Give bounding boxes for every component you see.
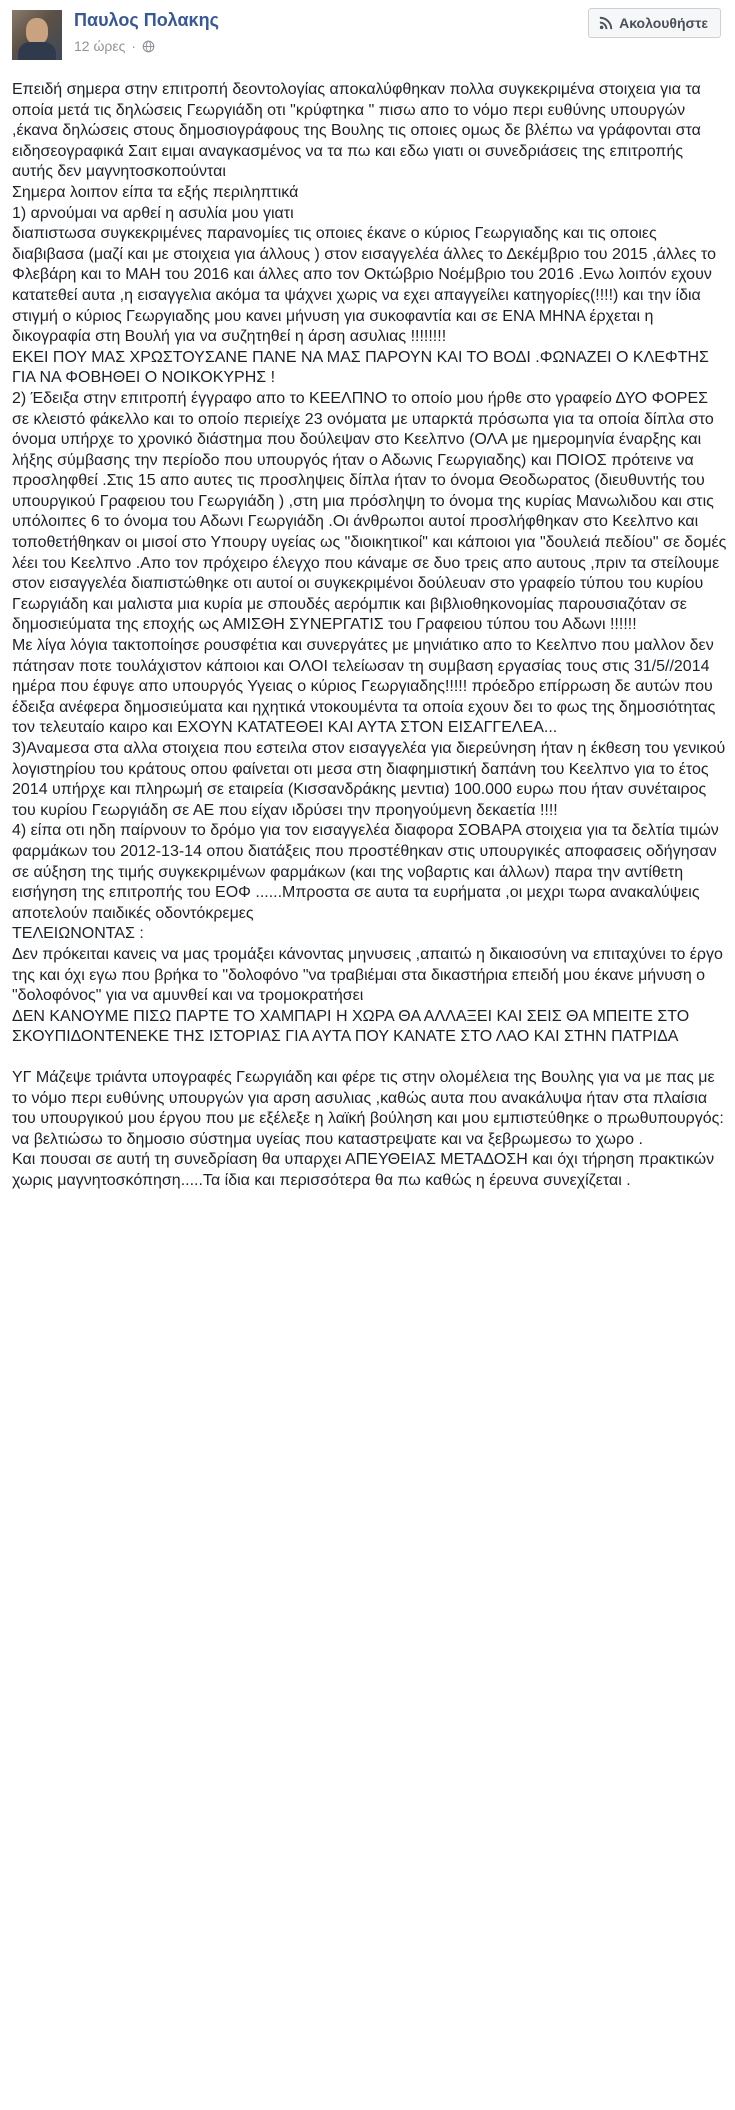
avatar-face	[26, 18, 48, 44]
globe-icon	[142, 40, 155, 53]
meta-separator: ·	[131, 38, 137, 54]
rss-icon	[599, 16, 613, 30]
avatar-body	[18, 42, 56, 60]
author-avatar[interactable]	[12, 10, 62, 60]
post-timestamp[interactable]: 12 ώρες	[74, 38, 126, 54]
post-paragraph-main: Επειδή σημερα στην επιτροπή δεοντολογίας αποκαλύφθηκαν πολλα συγκεκριμένα στοιχεια για τα οποία μετά τις δηλώσεις Γεωργιάδη οτι "κρύφτηκα " πισω απο το νόμο περι ευθύνης υπουργών ,έκανα δηλώσεις στους δημοσιογράφους της Βουλης τις οποιες ομως δε βλέπω να γράφονται στα ειδησεογραφικά Σαιτ ειμαι αναγκασμένος να τα πω και εδω γιατι οι συνεδριάσεις της επιτροπής αυτής δεν μαγνητοσκοπούνται Σημερα λοιπον είπα τα εξής περιληπτικά 1) αρνούμαι να αρθεί η ασυλία μου γιατι διαπιστωσα συγκεκριμένες παρανομίες τις οποιες έκανε ο κύριος Γεωργιαδης και τις οποιες διαβιβασα (μαζί και με στοιχεια για άλλους ) στον εισαγγελέα άλλες το Δεκέμβριο του 2015 ,άλλες το Φλεβάρη και το ΜΑΗ του 2016 και άλλες απο τον Οκτώβριο Νοέμβριο του 2016 .Ενω λοιπόν εχουν κατατεθεί αυτα ,η εισαγγελια ακόμα τα ψάχνει χωρις να εχει απαγγείλει κατηγορίες(!!!!) και την ίδια στιγμή ο κύριος Γεωργιαδης μου κανει μήνυση για συκοφαντία και σε ΕΝΑ ΜΗΝΑ έρχεται η δικογραφία στη Βουλή για να συζητηθεί η άρση ασυλιας !!!!!!!! ΕΚΕΙ ΠΟΥ ΜΑΣ ΧΡΩΣΤΟΥΣΑΝΕ ΠΑΝΕ ΝΑ ΜΑΣ ΠΑΡΟΥΝ ΚΑΙ ΤΟ ΒΟΔΙ .ΦΩΝΑΖΕΙ Ο ΚΛΕΦΤΗΣ ΓΙΑ ΝΑ ΦΟΒΗΘΕΙ Ο ΝΟΙΚΟΚΥΡΗΣ ! 2) Έδειξα στην επιτροπή έγγραφο απο το ΚΕΕΛΠΝΟ το οποίο μου ήρθε στο γραφείο ΔΥΟ ΦΟΡΕΣ σε κλειστό φάκελλο και το οποίο περιείχε 23 ονόματα με υπαρκτά πρόσωπα για τα οποία δίπλα στο όνομα υπήρχε το χρονικό διάστημα που δούλεψαν στο Κεελπνο (ΟΛΑ με ημερομηνία έναρξης και λήξης σύμβασης την περίοδο που υπουργός ήταν ο Αδωνις Γεωργιαδης) και ΠΟΙΟΣ πρότεινε να προσληφθεί .Στις 15 απο αυτες τις προσληψεις δίπλα ήταν το όνομα Θεοδωρατος (διευθυντής του υπουργικού Γραφειου του Γεωργιάδη ) ,στη μια πρόσληψη το όνομα της κυρίας Μανωλιδου και στις υπόλοιπες 6 το όνομα του Αδωνι Γεωργιάδη .Οι άνθρωποι αυτοί προσλήφθηκαν στο Κεελπνο και τοποθετήθηκαν οι μισοί στο Υπουργ υγείας ως "διοικητικοί" και κάποιοι για "δουλειά πεδίου" σε δομές λέει του Κεελπνο .Απο τον πρόχειρο έλεγχο που κάναμε σε δυο τρεις απο αυτους ,πριν τα στείλουμε στον εισαγγελέα διαπιστώθηκε οτι αυτοί οι συγκεκριμένοι δούλευαν στο γραφείο τύπου του κυρίου Γεωργιάδη και μαλιστα μια κυρία με σπουδές αερόμπικ και βιβλιοθηκονομίας παρουσιαζόταν σε δημοσιεύματα της εποχής ως ΑΜΙΣΘΗ ΣΥΝΕΡΓΑΤΙΣ του Γραφειου τύπου του Αδωνι !!!!!! Με λίγα λόγια τακτοποίησε ρουσφέτια και συνεργάτες με μηνιάτικο απο το Κεελπνο που μαλλον δεν πάτησαν ποτε τουλάχιστον κάποιοι και ΟΛΟΙ τελείωσαν τη συμβαση εργασίας τους στις 31/5//2014 ημέρα που έφυγε απο υπουργός Υγειας ο κύριος Γεωργιαδης!!!!! πρόεδρο επίρρωση δε αυτών που έδειξα ανέφερα δημοσιεύματα και ηχητικά ντοκουμέντα τα οποία εχουν δει το φως της δημοσιότητας τον τελευταίο καιρο και ΕΧΟΥΝ ΚΑΤΑΤΕΘΕΙ ΚΑΙ ΑΥΤΑ ΣΤΟΝ ΕΙΣΑΓΓΕΛΕΑ... 3)Αναμεσα στα αλλα στοιχεια που εστειλα στον εισαγγελέα για διερεύνηση ήταν η έκθεση του γενικού λογιστηρίου του κράτους οπου φαίνεται οτι μεσα στη διαφημιστική δαπάνη του Κεελπνο για το έτος 2014 υπήρχε και πληρωμή σε εταιρεία (Κισσανδράκης μεντια) 100.000 ευρω που ήταν συνέταιρος του κυρίου Γεωργιάδη σε ΑΕ που είχαν ιδρύσει την προηγούμενη δεκαετία !!!! 4) είπα οτι ηδη παίρνουν το δρόμο για τον εισαγγελέα διαφορα ΣΟΒΑΡΑ στοιχεια για τα δελτία τιμών φαρμάκων του 2012-13-14 οπου διατάξεις που προστέθηκαν στις υπουργικές αποφασεις οδήγησαν σε αύξηση της τιμής συγκεκριμένων φαρμάκων (και της νοβαρτις και άλλων) παρα την αντίθετη εισήγηση της επιτροπής του ΕΟΦ ......Μπροστα σε αυτα τα ευρήματα ,οι μεχρι τωρα ανακαλύψεις αποτελούν παιδικές οδοντόκρεμες ΤΕΛΕΙΩΝΟΝΤΑΣ : Δεν πρόκειται κανεις να μας τρομάξει κάνοντας μηνυσεις ,απαιτώ η δικαιοσύνη να επιταχύνει το έργο της και όχι εγω που βρήκα το "δολοφόνο "να τραβιέμαι στα δικαστήρια επειδή μου έκανε μήνυση ο "δολοφόνος" για να αμυνθεί και να τρομοκρατήσει ΔΕΝ ΚΑΝΟΥΜΕ ΠΙΣΩ ΠΑΡΤΕ ΤΟ ΧΑΜΠΑΡΙ Η ΧΩΡΑ ΘΑ ΑΛΛΑΞΕΙ ΚΑΙ ΣΕΙΣ ΘΑ ΜΠΕΙΤΕ ΣΤΟ ΣΚΟΥΠΙΔΟΝΤΕΝΕΚΕ ΤΗΣ ΙΣΤΟΡΙΑΣ ΓΙΑ ΑΥΤΑ ΠΟΥ ΚΑΝΑΤΕ ΣΤΟ ΛΑΟ ΚΑΙ ΣΤΗΝ ΠΑΤΡΙΔΑ	[12, 81, 727, 1046]
follow-button[interactable]	[588, 8, 721, 38]
follow-label: Ακολουθήστε	[619, 15, 708, 31]
post-paragraph-postscript: ΥΓ Μάζεψε τριάντα υπογραφές Γεωργιάδη και φέρε τις στην ολομέλεια της Βουλης για να με πας με το νόμο περι ευθύνης υπουργών για αρση ασυλιας ,καθώς αυτα που ανακάλυψα ήταν στα πλαίσια του υπουργικού μου έργου που με εξέλεξε η λαϊκή βούληση και μου εμπιστεύθηκε ο πρωθυπουργός: να βελτιώσω το δημοσιο σύστημα υγείας που καταστρεψατε και να ξεβρωμεσω το χωρο . Και πουσαι σε αυτή τη συνεδρίαση θα υπαρχει ΑΠΕΥΘΕΙΑΣ ΜΕΤΑΔΟΣΗ και όχι τήρηση πρακτικών χωρις μαγνητοσκόπηση.....Τα ίδια και περισσότερα θα πω καθώς η έρευνα συνεχίζεται .	[12, 1068, 724, 1189]
post-header	[0, 0, 735, 82]
post-body	[12, 80, 727, 1191]
post-meta	[74, 38, 155, 54]
author-name-link[interactable]: Παυλος Πολακης	[74, 10, 219, 30]
